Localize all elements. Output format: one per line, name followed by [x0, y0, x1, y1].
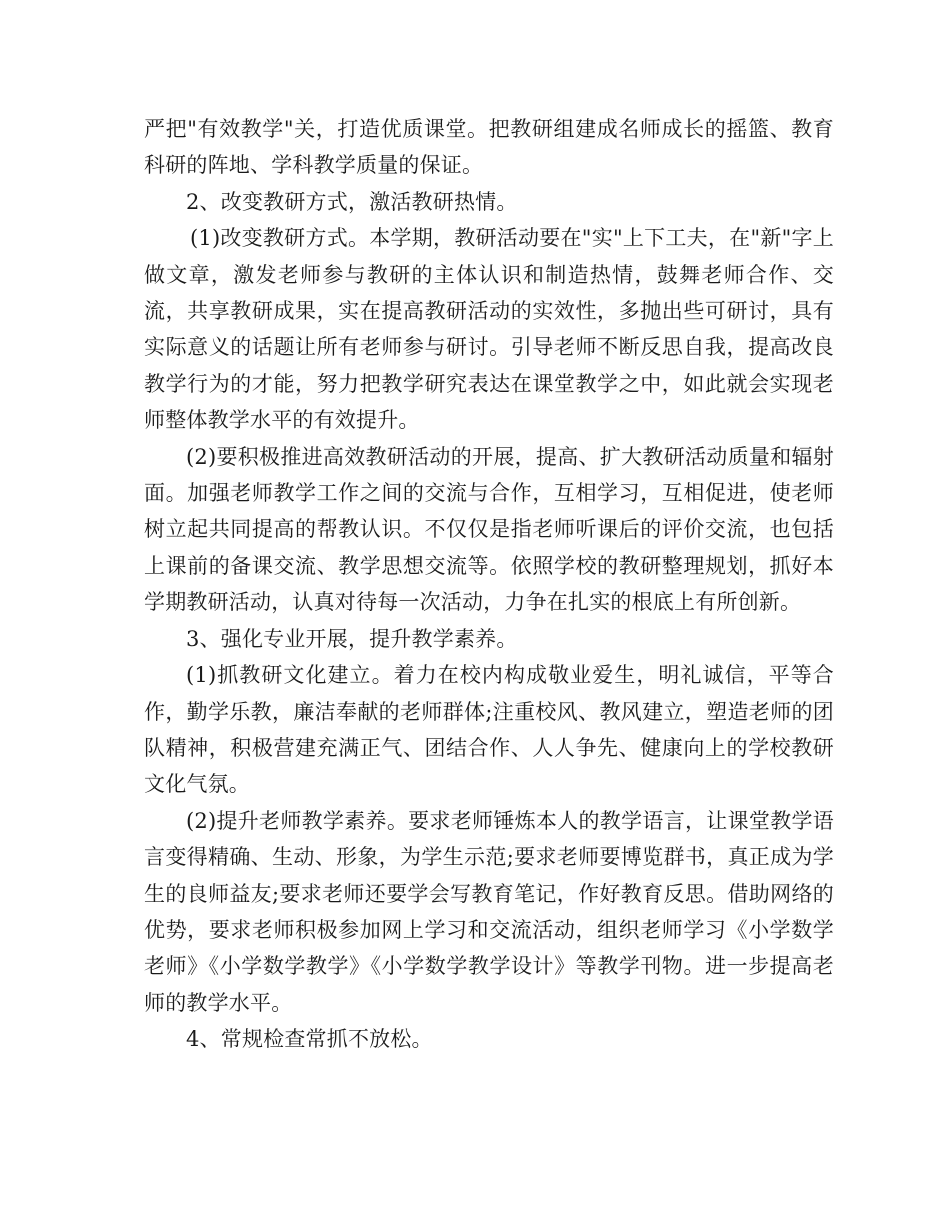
document-body: [144, 111, 834, 1058]
paragraph-continuation: 严把"有效教学"关，打造优质课堂。把教研组建成名师成长的摇篮、教育科研的阵地、学科教学质量的保证。: [144, 117, 834, 178]
heading-section-2: 2、改变教研方式，激活教研热情。: [186, 189, 518, 214]
paragraph-2-2: (2)要积极推进高效教研活动的开展，提高、扩大教研活动质量和辐射面。加强老师教学工作之间的交流与合作，互相学习，互相促进，使老师树立起共同提高的帮教认识。不仅仅是指老师听课后的评价交流，也包括上课前的备课交流、教学思想交流等。依照学校的教研整理规划，抓好本学期教研活动，认真对待每一次活动，力争在扎实的根底上有所创新。: [144, 444, 834, 615]
heading-section-3: 3、强化专业开展，提升教学素养。: [186, 626, 518, 651]
paragraph-2-1: (1)改变教研方式。本学期，教研活动要在"实"上下工夫，在"新"字上做文章，激发老师参与教研的主体认识和制造热情，鼓舞老师合作、交流，共享教研成果，实在提高教研活动的实效性，多抛出些可研讨，具有实际意义的话题让所有老师参与研讨。引导老师不断反思自我，提高改良教学行为的才能，努力把教学研究表达在课堂教学之中，如此就会实现老师整体教学水平的有效提升。: [144, 226, 834, 433]
paragraph-3-1: (1)抓教研文化建立。着力在校内构成敬业爱生，明礼诚信，平等合作，勤学乐教，廉洁奉献的老师群体;注重校风、教风建立，塑造老师的团队精神，积极营建充满正气、团结合作、人人争先、健康向上的学校教研文化气氛。: [144, 663, 834, 797]
heading-section-4: 4、常规检查常抓不放松。: [186, 1027, 433, 1052]
paragraph-3-2: (2)提升老师教学素养。要求老师锤炼本人的教学语言，让课堂教学语言变得精确、生动、形象，为学生示范;要求老师要博览群书，真正成为学生的良师益友;要求老师还要学会写教育笔记，作好教育反思。借助网络的优势，要求老师积极参加网上学习和交流活动，组织老师学习《小学数学老师》《小学数学教学》《小学数学教学设计》等教学刊物。进一步提高老师的教学水平。: [144, 808, 834, 1015]
